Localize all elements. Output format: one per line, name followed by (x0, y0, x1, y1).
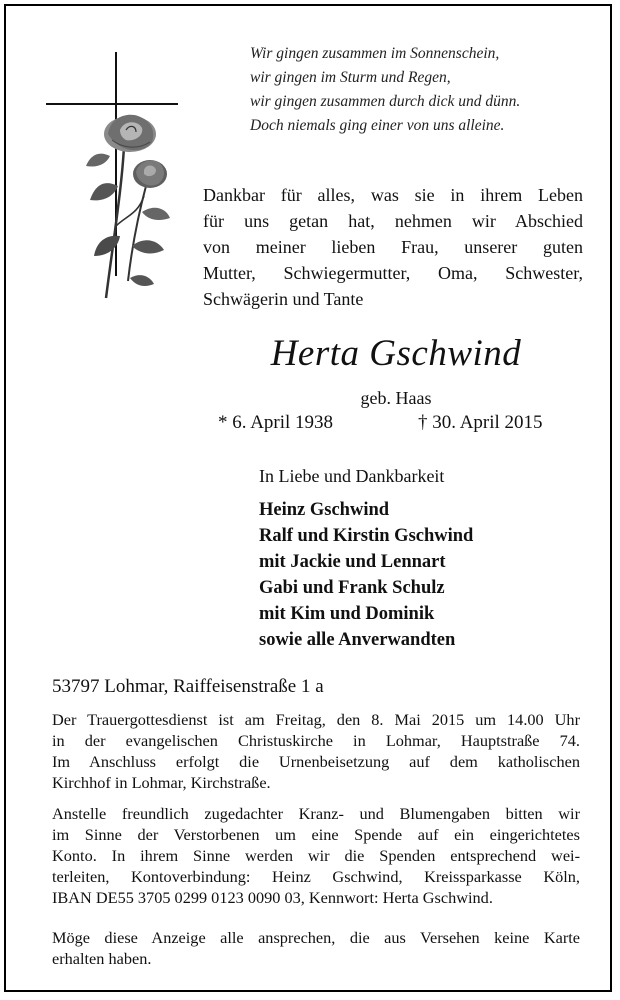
service-line: Kirchhof in Lohmar, Kirchstraße. (52, 773, 271, 792)
poem-line: Wir gingen zusammen im Sonnenschein, (250, 45, 500, 62)
intro-line: Dankbar für alles, was sie in ihrem Leben (203, 185, 583, 205)
service-line: Im Anschluss erfolgt die Urnenbeisetzung auf dem katholischen (52, 752, 580, 771)
obituary-notice (4, 4, 612, 992)
service-line: in der evangelischen Christuskirche in Lohmar, Hauptstraße 74. (52, 731, 580, 750)
donation-line: IBAN DE55 3705 0299 0123 0090 03, Kennwort: Herta Gschwind. (52, 888, 493, 907)
poem-line: wir gingen im Sturm und Regen, (250, 69, 451, 86)
address: 53797 Lohmar, Raiffeisenstraße 1 a (52, 676, 324, 697)
intro-line: für uns getan hat, nehmen wir Abschied (203, 211, 583, 231)
mourner-name: Gabi und Frank Schulz (259, 578, 445, 598)
mourner-name: Heinz Gschwind (259, 500, 390, 520)
closing-line: erhalten haben. (52, 949, 152, 968)
deceased-name: Herta Gschwind (270, 333, 522, 374)
donation-paragraph (52, 803, 580, 908)
mourners-intro: In Liebe und Dankbarkeit (259, 466, 445, 486)
intro-line: Schwägerin und Tante (203, 289, 364, 309)
donation-line: terleiten, Kontoverbindung: Heinz Gschwind, Kreissparkasse Köln, (52, 867, 580, 886)
service-paragraph (52, 709, 580, 793)
poem-line: Doch niemals ging einer von uns alleine. (250, 117, 505, 134)
closing-line: Möge diese Anzeige alle ansprechen, die aus Versehen keine Karte (52, 928, 580, 947)
mourners-list (259, 497, 473, 653)
mourner-name: mit Jackie und Lennart (259, 552, 446, 572)
service-line: Der Trauergottesdienst ist am Freitag, den 8. Mai 2015 um 14.00 Uhr (52, 710, 580, 729)
poem-line: wir gingen zusammen durch dick und dünn. (250, 93, 521, 110)
mourner-name: mit Kim und Dominik (259, 604, 435, 624)
closing-paragraph (52, 927, 580, 969)
mourner-name: Ralf und Kirstin Gschwind (259, 526, 474, 546)
intro-line: von meiner lieben Frau, unserer guten (203, 237, 583, 257)
death-date: † 30. April 2015 (418, 412, 543, 433)
intro-text (203, 182, 583, 312)
maiden-name: geb. Haas (360, 388, 432, 408)
mourner-name: sowie alle Anverwandten (259, 630, 456, 650)
intro-line: Mutter, Schwiegermutter, Oma, Schwester, (203, 263, 583, 283)
cross-rose-icon (46, 46, 186, 306)
donation-line: Konto. In ihrem Sinne werden wir die Spenden entsprechend wei- (52, 846, 580, 865)
birth-date: * 6. April 1938 (218, 412, 334, 433)
poem (250, 42, 590, 138)
donation-line: im Sinne der Verstorbenen um eine Spende auf ein eingerichtetes (52, 825, 580, 844)
donation-line: Anstelle freundlich zugedachter Kranz- und Blumengaben bitten wir (52, 804, 580, 823)
